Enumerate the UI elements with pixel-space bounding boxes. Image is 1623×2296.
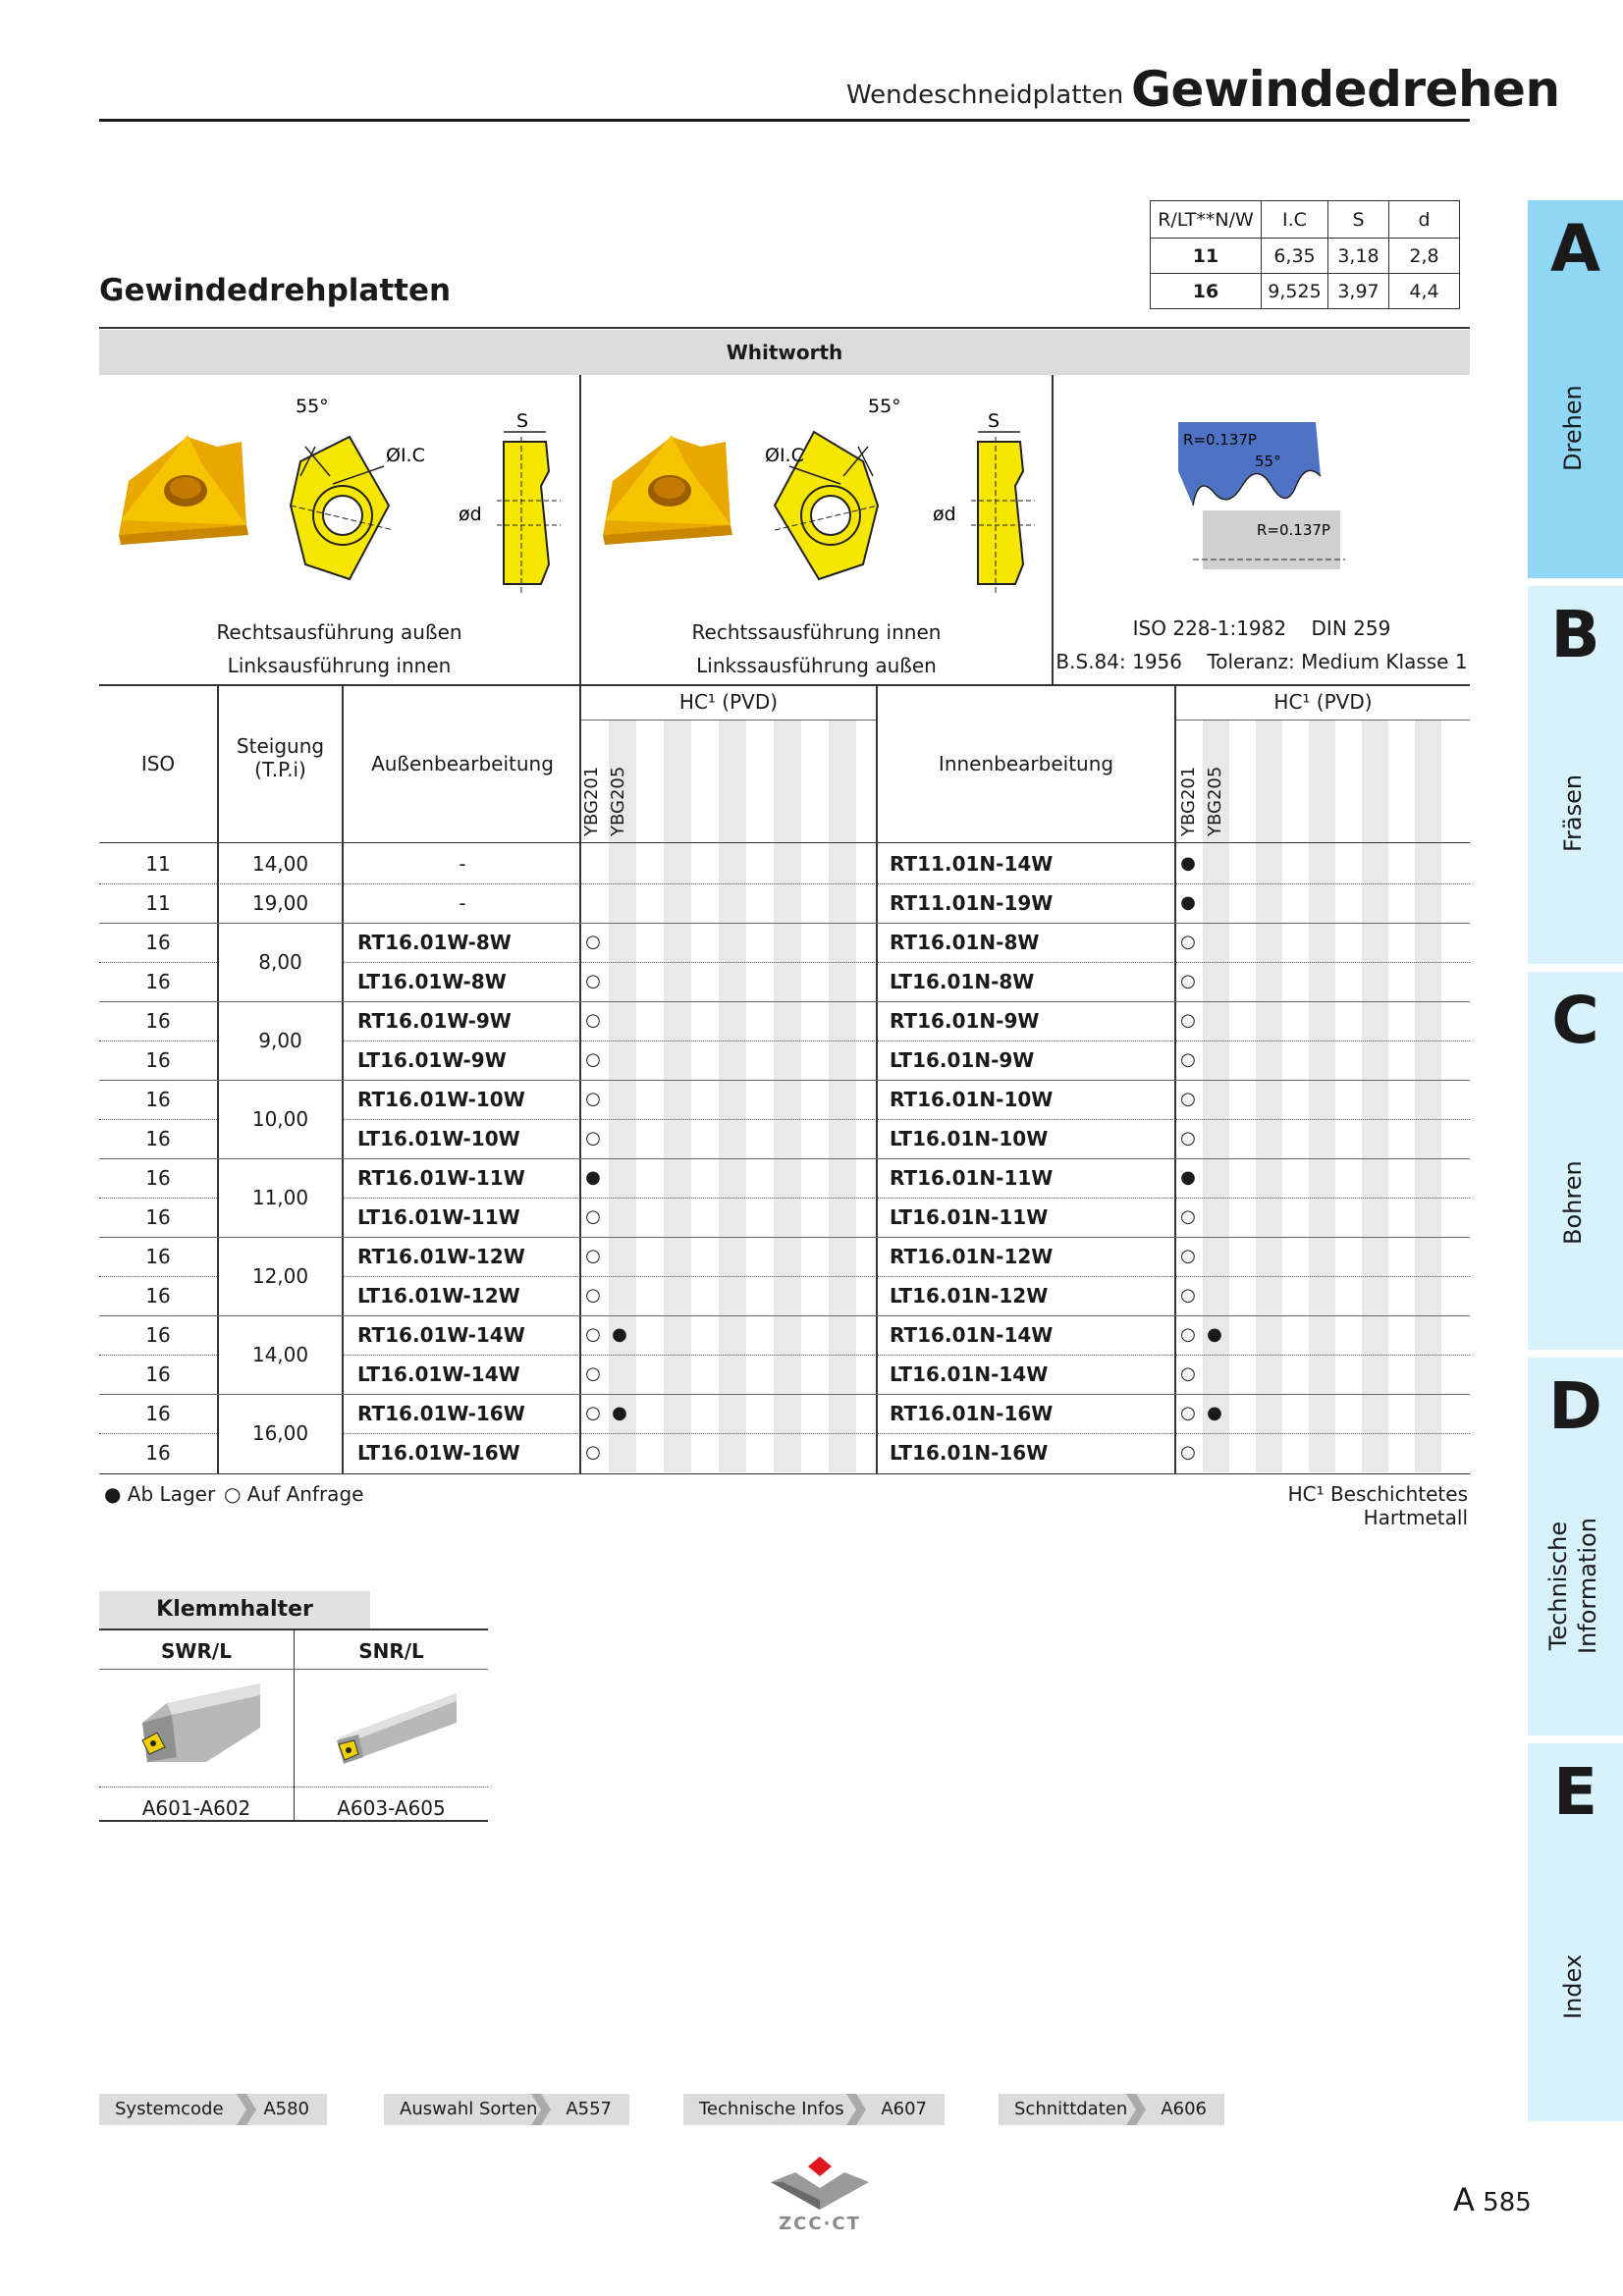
external-code-cell: LT16.01W-9W bbox=[357, 1048, 507, 1072]
iso-cell: 16 bbox=[145, 1402, 171, 1425]
col-header-pitch: Steigung (T.P.i) bbox=[236, 734, 325, 781]
logo-text: ZCC·CT bbox=[779, 2214, 861, 2233]
iso-cell: 16 bbox=[145, 1362, 171, 1386]
s-label: S bbox=[988, 410, 1001, 432]
external-code-cell: RT16.01W-9W bbox=[357, 1009, 512, 1033]
page-number bbox=[1453, 2181, 1532, 2218]
availability-mark bbox=[1205, 1158, 1224, 1198]
iso-cell: 16 bbox=[145, 1127, 171, 1150]
sidebar-letter: B bbox=[1550, 597, 1600, 672]
insert-diagram-external bbox=[99, 388, 570, 599]
angle-label: 55° bbox=[868, 396, 901, 417]
grade-label: YBG205 bbox=[608, 766, 628, 836]
dims-header: I.C bbox=[1262, 201, 1328, 239]
ic-label: ØI.C bbox=[386, 445, 425, 466]
caption: ISO 228-1:1982 DIN 259 bbox=[1132, 616, 1391, 640]
availability-mark: ○ bbox=[585, 971, 601, 991]
caption: Rechtssausführung innen bbox=[691, 620, 942, 644]
chevron-right-icon bbox=[529, 2094, 551, 2125]
sidebar-letter: A bbox=[1549, 211, 1601, 287]
angle-label: 55° bbox=[296, 396, 329, 417]
dims-cell: 6,35 bbox=[1262, 239, 1328, 274]
header-subtitle: Wendeschneidplatten bbox=[846, 80, 1124, 110]
internal-code-cell: LT16.01N-16W bbox=[890, 1441, 1049, 1465]
dims-cell: 3,97 bbox=[1328, 274, 1389, 309]
d-label: ød bbox=[933, 504, 956, 525]
external-code-cell: LT16.01W-11W bbox=[357, 1205, 520, 1229]
availability-mark bbox=[610, 1237, 629, 1276]
col-header-internal: Innenbearbeitung bbox=[938, 752, 1114, 775]
insert-photo-icon bbox=[603, 435, 732, 545]
availability-mark bbox=[1205, 1080, 1224, 1119]
divider bbox=[99, 1787, 488, 1788]
availability-mark: ○ bbox=[585, 1206, 601, 1227]
iso-cell: 16 bbox=[145, 1205, 171, 1229]
footer-link-auswahl-sorten[interactable] bbox=[384, 2094, 629, 2125]
availability-mark bbox=[610, 883, 629, 923]
footer-link-schnittdaten[interactable] bbox=[999, 2094, 1224, 2125]
iso-cell: 11 bbox=[145, 852, 171, 876]
footer-link-ref: A557 bbox=[566, 2099, 612, 2119]
grade-column-stripe bbox=[1309, 720, 1335, 1472]
divider bbox=[579, 375, 581, 1474]
availability-mark bbox=[1205, 1119, 1224, 1158]
availability-mark: ● bbox=[612, 1403, 627, 1423]
availability-mark bbox=[610, 844, 629, 883]
iso-cell: 16 bbox=[145, 970, 171, 993]
grade-label: YBG201 bbox=[1178, 766, 1199, 836]
divider bbox=[99, 1820, 488, 1822]
dimensions-table bbox=[1150, 200, 1460, 309]
internal-code-cell: LT16.01N-8W bbox=[890, 970, 1035, 993]
profile-angle: 55° bbox=[1255, 453, 1281, 470]
availability-mark bbox=[610, 1001, 629, 1041]
availability-mark bbox=[1205, 844, 1224, 883]
dims-cell: 9,525 bbox=[1262, 274, 1328, 309]
availability-mark: ● bbox=[1207, 1324, 1222, 1345]
snr-holder-icon bbox=[319, 1683, 466, 1782]
row-separator bbox=[99, 1158, 1470, 1159]
chevron-right-icon bbox=[844, 2094, 866, 2125]
availability-mark: ● bbox=[1180, 853, 1196, 874]
availability-mark: ○ bbox=[1180, 932, 1196, 952]
sidebar-letter: C bbox=[1551, 983, 1599, 1058]
external-code-cell: RT16.01W-8W bbox=[357, 931, 512, 954]
insert-diagram-internal bbox=[583, 388, 1050, 599]
external-code-cell: LT16.01W-8W bbox=[357, 970, 507, 993]
pitch-cell: 12,00 bbox=[251, 1264, 309, 1288]
availability-mark: ○ bbox=[1180, 971, 1196, 991]
pitch-cell: 11,00 bbox=[251, 1186, 309, 1209]
pitch-cell: 10,00 bbox=[251, 1107, 309, 1131]
dims-cell: 4,4 bbox=[1389, 274, 1460, 309]
insert-side-view-icon bbox=[971, 432, 1035, 594]
sidebar-word: Index bbox=[1559, 1953, 1587, 2019]
availability-mark bbox=[1205, 1237, 1224, 1276]
dims-header: S bbox=[1328, 201, 1389, 239]
availability-mark: ○ bbox=[585, 1049, 601, 1070]
zcc-ct-logo-icon bbox=[761, 2155, 879, 2233]
availability-mark: ○ bbox=[1180, 1206, 1196, 1227]
availability-mark: ○ bbox=[1180, 1324, 1196, 1345]
iso-cell: 16 bbox=[145, 931, 171, 954]
availability-mark: ○ bbox=[1180, 1049, 1196, 1070]
iso-cell: 16 bbox=[145, 1166, 171, 1190]
holder-title: Klemmhalter bbox=[99, 1591, 370, 1629]
external-code-cell: RT16.01W-11W bbox=[357, 1166, 525, 1190]
external-code-cell: RT16.01W-12W bbox=[357, 1245, 525, 1268]
holder-col-name: SNR/L bbox=[358, 1639, 424, 1663]
pitch-cell: 9,00 bbox=[258, 1029, 302, 1052]
divider bbox=[99, 1473, 1470, 1474]
pitch-cell: 19,00 bbox=[251, 891, 309, 915]
availability-mark: ○ bbox=[585, 1442, 601, 1463]
grade-label: YBG205 bbox=[1205, 766, 1225, 836]
page-num: 585 bbox=[1483, 2188, 1532, 2217]
footer-link-ref: A606 bbox=[1161, 2099, 1207, 2119]
dims-cell: 16 bbox=[1151, 274, 1262, 309]
internal-code-cell: LT16.01N-12W bbox=[890, 1284, 1049, 1308]
availability-mark: ○ bbox=[585, 1403, 601, 1423]
row-separator bbox=[99, 1394, 1470, 1395]
availability-mark bbox=[610, 1041, 629, 1080]
profile-radius-top: R=0.137P bbox=[1183, 431, 1257, 449]
external-code-cell: LT16.01W-10W bbox=[357, 1127, 520, 1150]
external-code-cell: - bbox=[459, 852, 466, 876]
row-separator bbox=[99, 1080, 1470, 1081]
insert-side-view-icon bbox=[497, 432, 561, 594]
footer-link-technische-infos[interactable] bbox=[683, 2094, 945, 2125]
availability-mark bbox=[610, 923, 629, 962]
internal-code-cell: LT16.01N-14W bbox=[890, 1362, 1049, 1386]
external-code-cell: RT16.01W-14W bbox=[357, 1323, 525, 1347]
profile-radius-bottom: R=0.137P bbox=[1257, 521, 1330, 539]
internal-code-cell: LT16.01N-10W bbox=[890, 1127, 1049, 1150]
availability-mark bbox=[1205, 923, 1224, 962]
external-code-cell: LT16.01W-16W bbox=[357, 1441, 520, 1465]
footer-link-systemcode[interactable] bbox=[99, 2094, 327, 2125]
availability-mark: ○ bbox=[585, 932, 601, 952]
availability-mark bbox=[1205, 1355, 1224, 1394]
pitch-cell: 14,00 bbox=[251, 852, 309, 876]
grade-group-header: HC¹ (PVD) bbox=[1273, 690, 1373, 714]
row-separator bbox=[99, 1237, 1470, 1238]
availability-mark: ○ bbox=[1180, 1363, 1196, 1384]
availability-mark: ● bbox=[1207, 1403, 1222, 1423]
sidebar-letter: E bbox=[1552, 1754, 1598, 1830]
iso-cell: 16 bbox=[145, 1048, 171, 1072]
external-code-cell: LT16.01W-12W bbox=[357, 1284, 520, 1308]
availability-mark: ○ bbox=[585, 1363, 601, 1384]
availability-mark bbox=[1205, 1041, 1224, 1080]
availability-mark bbox=[610, 1433, 629, 1472]
footer-link-label: Technische Infos bbox=[699, 2099, 844, 2119]
iso-cell: 16 bbox=[145, 1009, 171, 1033]
caption: B.S.84: 1956 Toleranz: Medium Klasse 1 bbox=[1055, 650, 1468, 673]
external-code-cell: - bbox=[459, 891, 466, 915]
grade-group-header: HC¹ (PVD) bbox=[678, 690, 779, 714]
row-separator bbox=[99, 923, 1470, 924]
pitch-cell: 14,00 bbox=[251, 1343, 309, 1366]
iso-cell: 16 bbox=[145, 1088, 171, 1111]
grade-label: YBG201 bbox=[581, 766, 602, 836]
availability-mark: ○ bbox=[1180, 1442, 1196, 1463]
internal-code-cell: RT11.01N-19W bbox=[890, 891, 1054, 915]
footer-link-ref: A580 bbox=[263, 2099, 309, 2119]
availability-mark bbox=[610, 962, 629, 1001]
legend-request: ○ Auf Anfrage bbox=[224, 1482, 364, 1506]
dims-header: d bbox=[1389, 201, 1460, 239]
grade-column-stripe bbox=[1415, 720, 1441, 1472]
ic-label: ØI.C bbox=[765, 445, 804, 466]
sidebar-word: Fräsen bbox=[1559, 774, 1587, 852]
internal-code-cell: LT16.01N-11W bbox=[890, 1205, 1049, 1229]
insert-photo-icon bbox=[119, 435, 248, 545]
thread-type-band: Whitworth bbox=[99, 330, 1470, 375]
section-rule bbox=[99, 327, 1470, 329]
internal-code-cell: LT16.01N-9W bbox=[890, 1048, 1035, 1072]
header-rule bbox=[99, 119, 1470, 122]
availability-mark: ● bbox=[585, 1167, 601, 1188]
page-prefix: A bbox=[1453, 2181, 1475, 2218]
availability-mark bbox=[610, 1198, 629, 1237]
availability-mark: ● bbox=[1180, 1167, 1196, 1188]
availability-mark: ○ bbox=[1180, 1128, 1196, 1148]
footer-link-label: Systemcode bbox=[115, 2099, 224, 2119]
availability-mark bbox=[610, 1119, 629, 1158]
holder-col-name: SWR/L bbox=[161, 1639, 232, 1663]
footer-link-label: Auswahl Sorten bbox=[400, 2099, 538, 2119]
thread-profile-diagram bbox=[1173, 412, 1350, 574]
grade-column-stripe bbox=[774, 720, 801, 1472]
chevron-right-icon bbox=[1124, 2094, 1146, 2125]
col-header-iso: ISO bbox=[140, 752, 176, 775]
availability-mark: ○ bbox=[585, 1324, 601, 1345]
iso-cell: 16 bbox=[145, 1441, 171, 1465]
dims-header: R/LT**N/W bbox=[1151, 201, 1262, 239]
internal-code-cell: RT16.01N-8W bbox=[890, 931, 1040, 954]
grade-column-stripe bbox=[1362, 720, 1388, 1472]
legend-coating-note: HC¹ Beschichtetes Hartmetall bbox=[1287, 1482, 1468, 1529]
grade-column-stripe bbox=[1256, 720, 1282, 1472]
sidebar-word: Drehen bbox=[1559, 385, 1587, 471]
insert-front-view-icon bbox=[291, 437, 394, 579]
footer-link-ref: A607 bbox=[881, 2099, 927, 2119]
dims-cell: 11 bbox=[1151, 239, 1262, 274]
footer-link-label: Schnittdaten bbox=[1014, 2099, 1128, 2119]
col-header-external: Außenbearbeitung bbox=[371, 752, 554, 775]
grade-column-stripe bbox=[719, 720, 746, 1472]
availability-mark bbox=[610, 1158, 629, 1198]
external-code-cell: RT16.01W-16W bbox=[357, 1402, 525, 1425]
row-separator bbox=[99, 1001, 1470, 1002]
availability-mark bbox=[1205, 1001, 1224, 1041]
iso-cell: 16 bbox=[145, 1323, 171, 1347]
availability-mark bbox=[583, 883, 603, 923]
dims-cell: 2,8 bbox=[1389, 239, 1460, 274]
grade-column-stripe bbox=[664, 720, 691, 1472]
availability-mark: ○ bbox=[585, 1010, 601, 1031]
internal-code-cell: RT16.01N-11W bbox=[890, 1166, 1054, 1190]
page-title: Gewindedrehen bbox=[1131, 61, 1560, 118]
external-code-cell: RT16.01W-10W bbox=[357, 1088, 525, 1111]
availability-mark bbox=[1205, 883, 1224, 923]
internal-code-cell: RT16.01N-9W bbox=[890, 1009, 1040, 1033]
availability-mark bbox=[1205, 1198, 1224, 1237]
internal-code-cell: RT16.01N-12W bbox=[890, 1245, 1054, 1268]
availability-mark: ● bbox=[612, 1324, 627, 1345]
pitch-cell: 16,00 bbox=[251, 1421, 309, 1445]
availability-mark: ○ bbox=[1180, 1010, 1196, 1031]
divider bbox=[99, 842, 1470, 843]
internal-code-cell: RT16.01N-14W bbox=[890, 1323, 1054, 1347]
legend-stock: ● Ab Lager bbox=[104, 1482, 216, 1506]
d-label: ød bbox=[459, 504, 482, 525]
availability-mark bbox=[1205, 1276, 1224, 1315]
s-label: S bbox=[516, 410, 529, 432]
section-title: Gewindedrehplatten bbox=[99, 273, 452, 308]
availability-mark: ○ bbox=[585, 1128, 601, 1148]
grade-column-stripe bbox=[829, 720, 856, 1472]
holder-page-ref: A601-A602 bbox=[141, 1796, 251, 1820]
availability-mark: ○ bbox=[1180, 1089, 1196, 1109]
row-separator bbox=[99, 1315, 1470, 1316]
external-code-cell: LT16.01W-14W bbox=[357, 1362, 520, 1386]
availability-mark bbox=[610, 1080, 629, 1119]
pitch-cell: 8,00 bbox=[258, 950, 302, 974]
internal-code-cell: RT16.01N-16W bbox=[890, 1402, 1054, 1425]
caption: Rechtsausführung außen bbox=[216, 620, 462, 644]
availability-mark: ○ bbox=[585, 1089, 601, 1109]
availability-mark bbox=[610, 1355, 629, 1394]
sidebar-word: Technische Information bbox=[1544, 1518, 1601, 1654]
availability-mark: ● bbox=[1180, 892, 1196, 913]
caption: Linkssausführung außen bbox=[696, 654, 937, 677]
caption: Linksausführung innen bbox=[227, 654, 452, 677]
availability-mark bbox=[583, 844, 603, 883]
holder-page-ref: A603-A605 bbox=[337, 1796, 446, 1820]
availability-mark bbox=[610, 1276, 629, 1315]
iso-cell: 16 bbox=[145, 1284, 171, 1308]
internal-code-cell: RT11.01N-14W bbox=[890, 852, 1054, 876]
dims-cell: 3,18 bbox=[1328, 239, 1389, 274]
availability-mark bbox=[1205, 1433, 1224, 1472]
availability-mark: ○ bbox=[1180, 1246, 1196, 1266]
internal-code-cell: RT16.01N-10W bbox=[890, 1088, 1054, 1111]
sidebar-word: Bohren bbox=[1559, 1160, 1587, 1245]
availability-mark: ○ bbox=[1180, 1285, 1196, 1306]
availability-mark bbox=[1205, 962, 1224, 1001]
iso-cell: 11 bbox=[145, 891, 171, 915]
chevron-right-icon bbox=[235, 2094, 256, 2125]
sidebar-letter: D bbox=[1548, 1368, 1602, 1444]
iso-cell: 16 bbox=[145, 1245, 171, 1268]
availability-mark: ○ bbox=[1180, 1403, 1196, 1423]
availability-mark: ○ bbox=[585, 1285, 601, 1306]
swr-holder-icon bbox=[128, 1674, 275, 1782]
availability-mark: ○ bbox=[585, 1246, 601, 1266]
